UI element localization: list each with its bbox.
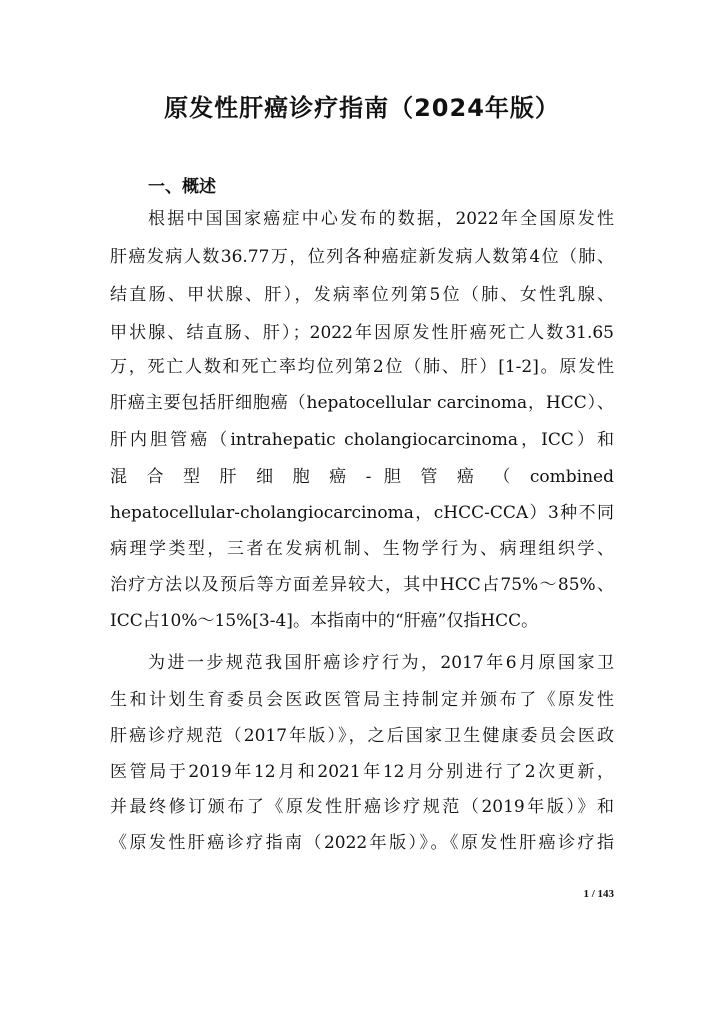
paragraph-line: 混 合 型 肝 细 胞 癌 - 胆 管 癌 （ combined	[110, 467, 614, 487]
paragraph-line: 万，死亡人数和死亡率均位列第2位（肺、肝）[1-2]。原发性	[110, 357, 614, 377]
paragraph-line: 病理学类型，三者在发病机制、生物学行为、病理组织学、	[110, 539, 614, 559]
paragraph-line: hepatocellular-cholangiocarcinoma，cHCC-CCA）3种不同	[110, 503, 614, 523]
paragraph-line: 甲状腺、结直肠、肝）；2022年因原发性肝癌死亡人数31.65	[110, 323, 614, 343]
paragraph-line: 《原发性肝癌诊疗指南（2022年版）》。《原发性肝癌诊疗指	[110, 833, 614, 853]
paragraph-line: 肝内胆管癌（intrahepatic cholangiocarcinoma，ICC）和	[110, 430, 614, 450]
paragraph-line: 肝癌主要包括肝细胞癌（hepatocellular carcinoma，HCC）、	[110, 393, 614, 413]
page-title: 原发性肝癌诊疗指南（2024年版）	[164, 94, 560, 122]
paragraph-line: 治疗方法以及预后等方面差异较大，其中HCC占75%～85%、	[110, 575, 614, 595]
paragraph-line: 医管局于2019年12月和2021年12月分别进行了2次更新，	[110, 762, 614, 782]
page-number: 1 / 143	[583, 888, 614, 900]
paragraph-line: 并最终修订颁布了《原发性肝癌诊疗规范（2019年版）》和	[110, 797, 614, 817]
section-heading: 一、概述	[148, 177, 216, 197]
paragraph-line: 生和计划生育委员会医政医管局主持制定并颁布了《原发性	[110, 690, 614, 710]
paragraph-line: 肝癌发病人数36.77万，位列各种癌症新发病人数第4位（肺、	[110, 247, 614, 267]
paragraph-line: 为进一步规范我国肝癌诊疗行为，2017年6月原国家卫	[148, 653, 614, 673]
paragraph-line: 结直肠、甲状腺、肝），发病率位列第5位（肺、女性乳腺、	[110, 285, 614, 305]
paragraph-line: 肝癌诊疗规范（2017年版）》，之后国家卫生健康委员会医政	[110, 726, 614, 746]
paragraph-line: ICC占10%～15%[3-4]。本指南中的“肝癌”仅指HCC。	[110, 611, 539, 631]
paragraph-line: 根据中国国家癌症中心发布的数据，2022年全国原发性	[148, 209, 614, 229]
